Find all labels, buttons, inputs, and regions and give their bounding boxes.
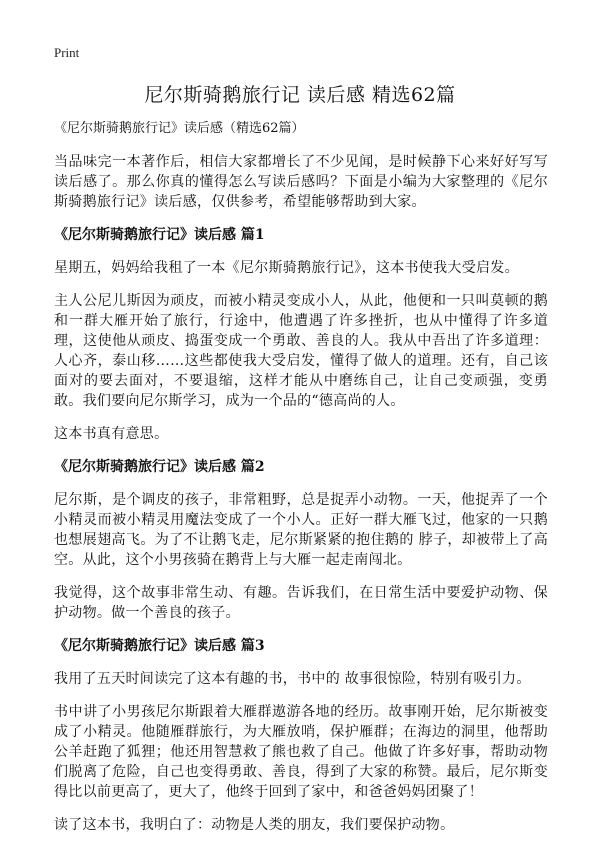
section-1 (54, 225, 548, 444)
paragraph: 这本书真有意思。 (54, 426, 169, 442)
section-heading: 《尼尔斯骑鹅旅行记》读后感 篇1 (54, 227, 265, 243)
intro-paragraph: 当品味完一本著作后，相信大家都增长了不少见闻，是时候静下心来好好写写读后感了。那么你真的懂得怎么写读后感吗？下面是小编为大家整理的《尼尔斯骑鹅旅行记》读后感，仅供参考，希望能够帮助到大家。 (54, 154, 548, 210)
section-heading: 《尼尔斯骑鹅旅行记》读后感 篇2 (54, 459, 265, 475)
article-body (54, 120, 548, 848)
section-2 (54, 457, 548, 623)
article-subtitle: 《尼尔斯骑鹅旅行记》读后感（精选62篇） (54, 121, 305, 136)
paragraph: 尼尔斯，是个调皮的孩子，非常粗野，总是捉弄小动物。一天，他捉弄了一个小精灵而被小精灵用魔法变成了一个小人。正好一群大雁飞过，他家的一只鹅也想展翅高飞。为了不让鹅飞走，尼尔斯紧紧的抱住鹅的 脖子，却被带上了高空。从此，这个小男孩骑在鹅背上与大雁一起走南闯北。 (54, 492, 548, 568)
print-link[interactable]: Print (54, 45, 80, 60)
paragraph: 读了这本书，我明白了：动物是人类的朋友，我们要保护动物。 (54, 817, 455, 833)
paragraph: 主人公尼儿斯因为顽皮，而被小精灵变成小人，从此，他便和一只叫莫顿的鹅和一群大雁开始了旅行，行途中，他遭遇了许多挫折，也从中懂得了许多道理，这使他从顽皮、捣蛋变成一个勇敢、善良的人。我从中吾出了许多道理：人心齐，泰山移……这些都使我大受启发，懂得了做人的道理。还有，自己该面对的要去面对，不要退缩，这样才能从中磨练自己，让自己变顽强，变勇敢。我们要向尼尔斯学习，成为一个品的“德高尚的人。 (54, 293, 548, 409)
page-title: 尼尔斯骑鹅旅行记 读后感 精选62篇 (144, 84, 456, 106)
paragraph: 星期五，妈妈给我租了一本《尼尔斯骑鹅旅行记》，这本书使我大受启发。 (54, 260, 519, 276)
section-3 (54, 636, 548, 835)
paragraph: 我用了五天时间读完了这本有趣的书，书中的 故事很惊险，特别有吸引力。 (54, 671, 531, 687)
paragraph: 书中讲了小男孩尼尔斯跟着大雁群遨游各地的经历。故事刚开始，尼尔斯被变成了小精灵。他随雁群旅行，为大雁放哨，保护雁群；在海边的洞里，他帮助公羊赶跑了狐狸；他还用智慧救了熊也救了自己。他做了许多好事，帮助动物们脱离了危险，自己也变得勇敢、善良，得到了大家的称赞。最后，尼尔斯变得比以前更高了，更大了，他终于回到了家中，和爸爸妈妈团聚了！ (54, 704, 548, 800)
paragraph: 我觉得，这个故事非常生动、有趣。告诉我们，在日常生活中要爱护动物、保护动物。做一个善良的孩子。 (54, 585, 548, 621)
section-heading: 《尼尔斯骑鹅旅行记》读后感 篇3 (54, 638, 265, 654)
